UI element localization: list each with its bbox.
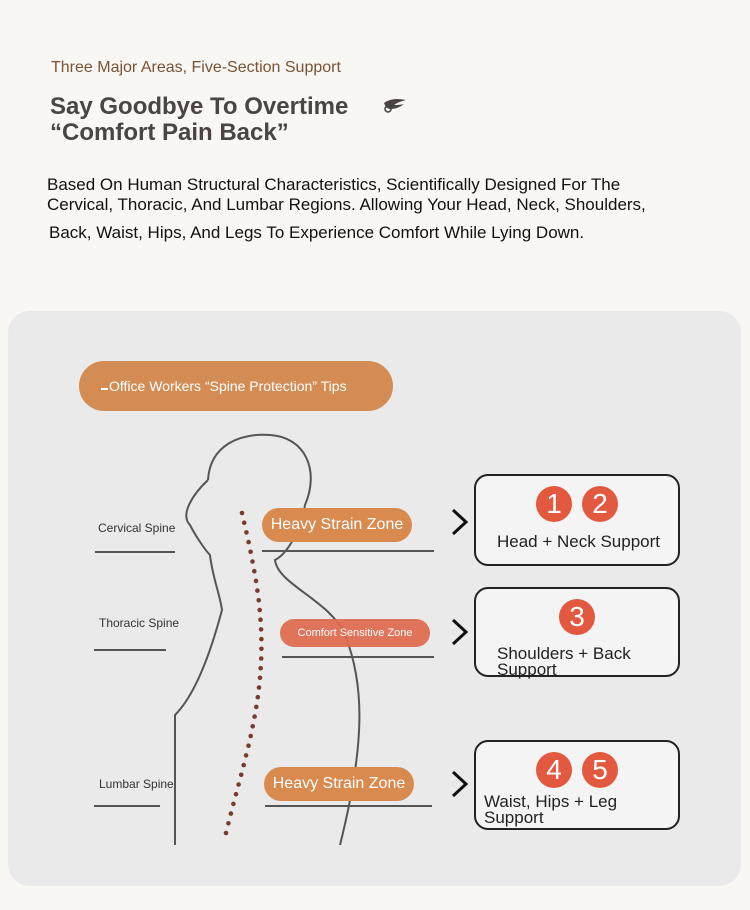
spine-dot — [254, 579, 259, 584]
tips-label: Office Workers “Spine Protection” Tips — [109, 378, 347, 394]
spine-dot — [259, 656, 264, 661]
support-number-badge: 4 — [536, 752, 572, 788]
support-label: Waist, Hips + Leg Support — [484, 792, 618, 827]
spine-dot — [224, 831, 229, 836]
spine-dot — [246, 540, 251, 545]
spine-dot — [231, 802, 236, 807]
cervical-zone-underline — [262, 550, 434, 552]
headline-line-1: Say Goodbye To Overtime — [50, 93, 349, 120]
wing-logo-icon — [382, 97, 408, 115]
thoracic-zone-pill: Comfort Sensitive Zone — [280, 619, 430, 647]
chevron-right-icon — [449, 769, 471, 799]
support-number-badge: 2 — [582, 486, 618, 522]
spine-dot — [241, 763, 246, 768]
cervical-zone-pill: Heavy Strain Zone — [262, 508, 412, 542]
thoracic-spine-label: Thoracic Spine — [99, 616, 180, 630]
support-number-badge: 3 — [559, 599, 595, 635]
spine-dot — [254, 705, 259, 710]
silhouette-front — [175, 480, 222, 845]
spine-dot — [257, 685, 262, 690]
spine-dot — [258, 676, 263, 681]
spine-dot — [257, 608, 262, 613]
spine-dot — [229, 811, 234, 816]
page-headline — [50, 94, 348, 146]
spine-dot — [248, 734, 253, 739]
headline-line-2: “Comfort Pain Back” — [50, 119, 289, 146]
spine-tips-pill — [79, 361, 393, 411]
spine-dot — [242, 520, 247, 525]
spine-dot — [258, 666, 263, 671]
spine-dot — [252, 569, 257, 574]
support-badges — [476, 752, 678, 788]
support-badges — [476, 486, 678, 522]
spine-dot — [259, 637, 264, 642]
pill-mark-icon — [101, 388, 108, 390]
spine-dot — [239, 773, 244, 778]
spine-dot — [246, 743, 251, 748]
spine-dot — [244, 530, 249, 535]
spine-dot — [234, 792, 239, 797]
spine-dots — [224, 511, 264, 836]
lumbar-spine-underline — [94, 805, 160, 807]
spine-dot — [258, 617, 263, 622]
shoulders-back-support-card — [474, 587, 680, 677]
cervical-spine-underline — [95, 551, 175, 553]
thoracic-zone-underline — [282, 656, 434, 658]
chevron-right-icon — [449, 617, 471, 647]
intro-paragraph-1: Based On Human Structural Characteristics, Scientifically Designed For The Cervical, Thoracic, And Lumbar Regions. Allowing Your Head, Neck, Shoulders, — [47, 175, 646, 214]
section-eyebrow: Three Major Areas, Five-Section Support — [51, 59, 341, 76]
spine-dot — [250, 724, 255, 729]
spine-dot — [250, 559, 255, 564]
lumbar-spine-label: Lumbar Spine — [99, 777, 174, 791]
lumbar-zone-underline — [265, 805, 432, 807]
support-label: Head + Neck Support — [497, 532, 661, 551]
support-number-badge: 5 — [582, 752, 618, 788]
spine-dot — [256, 598, 261, 603]
waist-hips-leg-support-card — [474, 740, 680, 830]
support-label: Shoulders + Back Support — [497, 644, 631, 679]
spine-dot — [256, 695, 261, 700]
intro-text — [47, 175, 647, 243]
spine-dot — [259, 627, 264, 632]
support-number-badge: 1 — [536, 486, 572, 522]
chevron-right-icon — [449, 507, 471, 537]
spine-dot — [236, 782, 241, 787]
head-neck-support-card — [474, 474, 680, 566]
thoracic-spine-underline — [94, 649, 166, 651]
cervical-spine-label: Cervical Spine — [98, 521, 176, 535]
spine-dot — [240, 511, 245, 516]
lumbar-zone-pill: Heavy Strain Zone — [264, 767, 414, 801]
spine-dot — [226, 821, 231, 826]
spine-dot — [255, 588, 260, 593]
intro-paragraph-2: Back, Waist, Hips, And Legs To Experience Comfort While Lying Down. — [49, 223, 585, 242]
spine-dot — [248, 550, 253, 555]
spine-dot — [244, 753, 249, 758]
support-badges — [476, 599, 678, 635]
spine-dot — [252, 714, 257, 719]
spine-dot — [259, 647, 264, 652]
